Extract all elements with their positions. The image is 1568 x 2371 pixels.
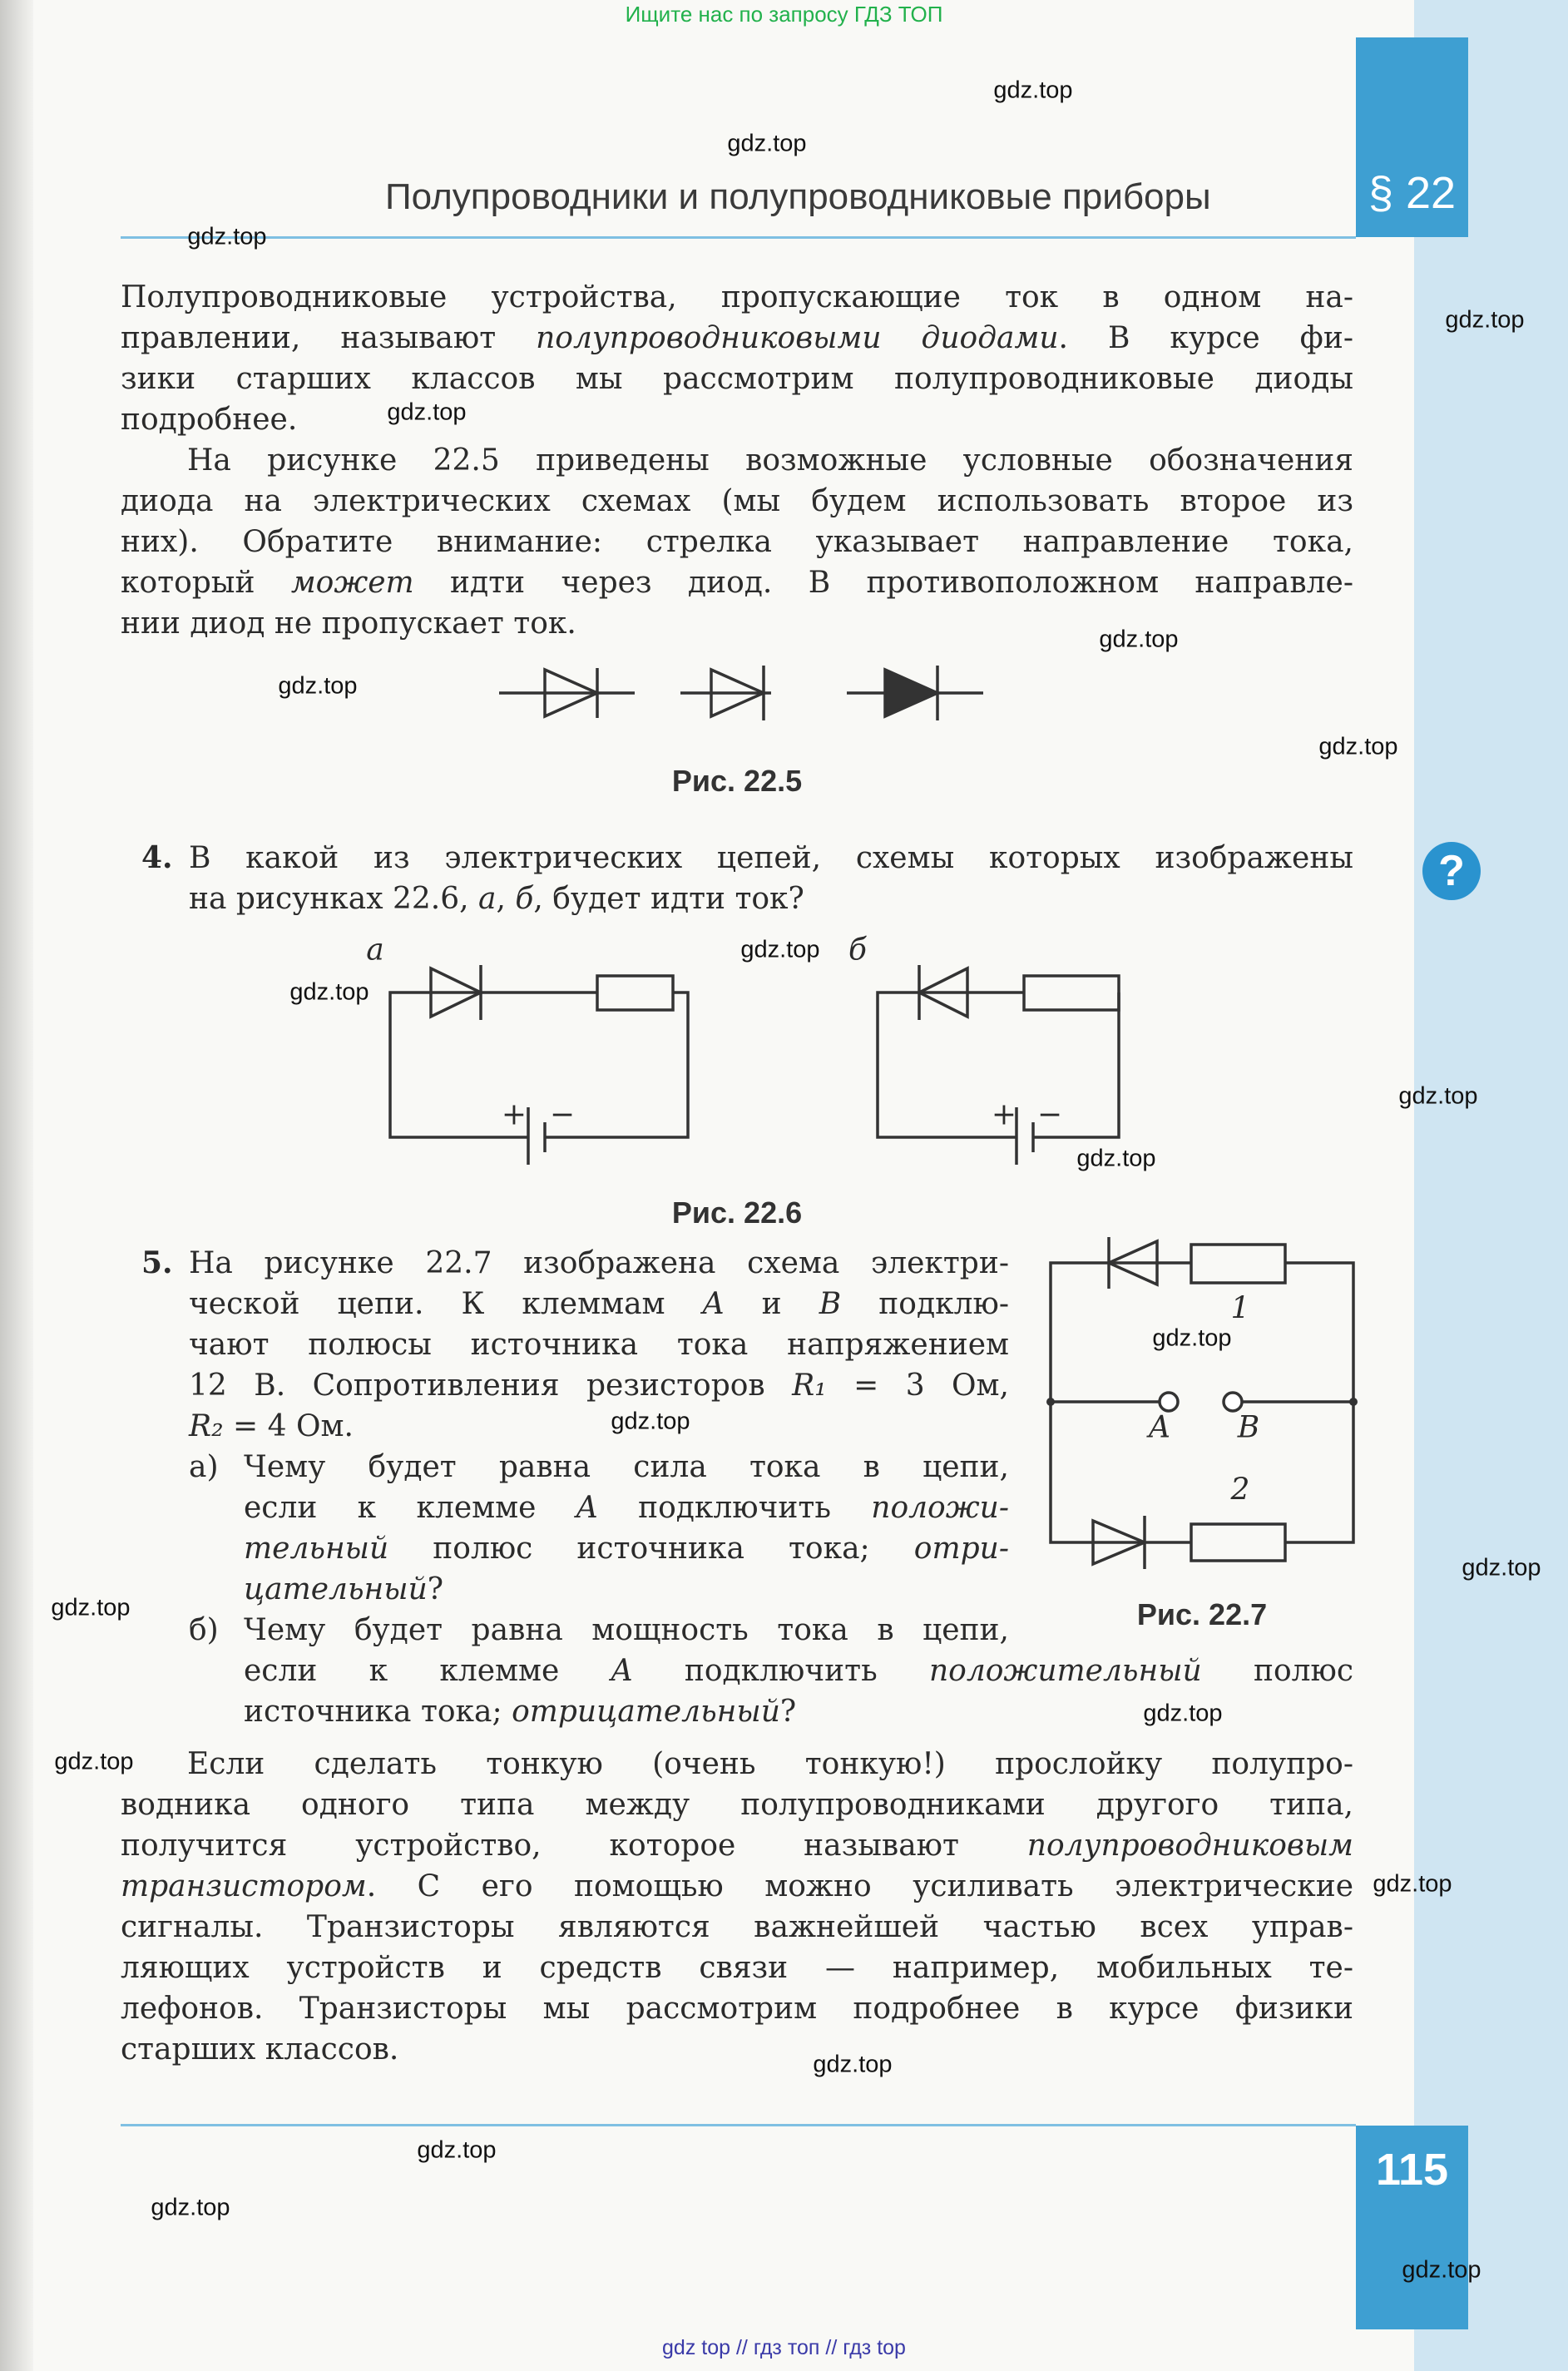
text-segment: полюс — [1201, 1654, 1353, 1688]
italic-term: б — [515, 882, 534, 916]
text-line — [121, 1825, 1353, 1866]
text-segment: = 3 Ом, — [826, 1369, 1010, 1403]
text-segment: если к клемме — [244, 1654, 611, 1688]
watermark: gdz.top — [187, 223, 267, 250]
watermark: gdz.top — [151, 2194, 230, 2221]
text-segment: сигналы. Транзисторы являются важнейшей частью всех управ- — [121, 1910, 1353, 1944]
italic-term: отри- — [913, 1532, 1009, 1566]
italic-term: A — [611, 1654, 633, 1688]
text-line — [121, 562, 1353, 603]
text-line — [121, 522, 1353, 562]
text-line — [121, 1988, 1353, 2029]
text-segment: диода на электрических схемах (мы будем использовать второе из — [121, 484, 1353, 518]
transistor-paragraph — [121, 1744, 1353, 2070]
text-line — [121, 440, 1353, 481]
page-header-title: Полупроводники и полупроводниковые приборы — [385, 176, 1211, 217]
text-line — [244, 1569, 1009, 1610]
battery-minus-b: − — [1036, 1097, 1063, 1132]
italic-term: а — [478, 882, 497, 916]
battery-minus-a: − — [549, 1097, 576, 1132]
terminal-a-label: A — [1149, 1410, 1170, 1445]
fig-22-7-circuit — [1046, 1237, 1358, 1569]
intro-text — [121, 277, 1353, 644]
text-segment: 12 В. Сопротивления резисторов — [189, 1369, 793, 1403]
question-5-number: 5. — [141, 1245, 173, 1280]
text-segment: получится устройство, которое называют — [121, 1829, 1027, 1863]
text-segment: ? — [779, 1695, 797, 1729]
fig-22-6-label-a: а — [366, 933, 384, 968]
watermark: gdz.top — [387, 398, 467, 426]
fig-22-5-diode-1 — [499, 668, 635, 718]
text-segment: ческой цепи. К клеммам — [189, 1287, 703, 1321]
fig-22-5-diode-2 — [680, 666, 771, 720]
text-segment: подключить — [597, 1491, 872, 1525]
text-line — [244, 1487, 1009, 1528]
watermark: gdz.top — [813, 2051, 893, 2078]
text-line — [244, 1651, 1353, 1691]
terminal-b-label: B — [1237, 1410, 1260, 1445]
fig-22-6b-circuit — [878, 965, 1119, 1165]
text-line — [121, 1744, 1353, 1784]
text-line — [244, 1610, 1009, 1651]
text-segment: На рисунке 22.7 изображена схема электри- — [189, 1246, 1009, 1280]
text-segment: зики старших классов мы рассмотрим полупроводниковые диоды — [121, 362, 1353, 396]
text-line — [189, 1243, 1009, 1284]
watermark: gdz.top — [1076, 1145, 1156, 1172]
text-segment: , — [496, 882, 516, 916]
italic-term: цательный — [244, 1572, 428, 1606]
text-line — [189, 879, 1353, 919]
watermark: gdz.top — [993, 77, 1073, 104]
text-segment: нии диод не пропускает ток. — [121, 606, 576, 641]
margin-stripe — [1414, 0, 1568, 2371]
text-segment: = 4 Ом. — [223, 1409, 354, 1443]
italic-term: полупроводниковыми диодами — [536, 321, 1059, 355]
page-number-tab — [1356, 2126, 1468, 2329]
watermark: gdz.top — [51, 1594, 131, 1621]
text-segment: подключить — [632, 1654, 929, 1688]
header-divider — [121, 236, 1356, 239]
text-segment: идти через диод. В противоположном направле- — [413, 566, 1353, 600]
question-4-text — [189, 838, 1353, 919]
watermark: gdz.top — [740, 936, 820, 963]
text-segment: подробнее. — [121, 403, 298, 437]
text-segment: Чему будет равна мощность тока в цепи, — [244, 1613, 1009, 1647]
top-banner[interactable]: Ищите нас по запросу ГДЗ ТОП — [625, 2, 943, 27]
text-segment: и — [724, 1287, 819, 1321]
text-segment: . В курсе фи- — [1058, 321, 1353, 355]
battery-plus-b: + — [991, 1097, 1017, 1132]
question-5a-label: а) — [189, 1450, 219, 1484]
watermark: gdz.top — [289, 978, 369, 1006]
text-segment: если к клемме — [244, 1491, 576, 1525]
text-segment: правлении, называют — [121, 321, 537, 355]
fig-22-7-label-2: 2 — [1230, 1473, 1250, 1507]
fig-22-7-caption: Рис. 22.7 — [1136, 1597, 1268, 1631]
question-5b-label: б) — [189, 1613, 219, 1647]
italic-term: положительный — [928, 1654, 1202, 1688]
text-segment: них). Обратите внимание: стрелка указывает направление тока, — [121, 525, 1353, 559]
text-line — [121, 399, 1353, 440]
watermark: gdz.top — [1152, 1324, 1232, 1352]
text-line — [121, 1866, 1353, 1907]
text-segment: который — [121, 566, 291, 600]
watermark: gdz.top — [1398, 1082, 1478, 1110]
text-segment: Если сделать тонкую (очень тонкую!) прослойку полупро- — [187, 1747, 1353, 1781]
page-left-shadow — [0, 0, 33, 2371]
text-line — [121, 2029, 1353, 2070]
italic-term: R₁ — [792, 1369, 827, 1403]
question-4-number: 4. — [141, 840, 173, 875]
fig-22-6-caption: Рис. 22.6 — [671, 1195, 803, 1230]
text-line — [121, 481, 1353, 522]
fig-22-6a-circuit — [390, 965, 688, 1165]
section-tab — [1356, 37, 1468, 237]
fig-22-5-diode-3 — [847, 666, 983, 720]
italic-term: A — [702, 1287, 725, 1321]
italic-term: B — [819, 1287, 842, 1321]
text-segment: чают полюсы источника тока напряжением — [189, 1328, 1009, 1362]
text-segment: ляющих устройств и средств связи — например, мобильных те- — [121, 1951, 1353, 1985]
text-segment: Полупроводниковые устройства, пропускающие ток в одном на- — [121, 280, 1353, 314]
text-line — [189, 1284, 1009, 1324]
text-line — [189, 838, 1353, 879]
watermark: gdz.top — [417, 2136, 497, 2164]
battery-plus-a: + — [501, 1097, 527, 1132]
watermark: gdz.top — [727, 130, 807, 157]
watermark: gdz.top — [1099, 626, 1179, 653]
italic-term: отрицательный — [512, 1695, 780, 1729]
text-line — [121, 1907, 1353, 1948]
question-5-text — [189, 1243, 1009, 1447]
italic-term: может — [290, 566, 414, 600]
watermark: gdz.top — [278, 672, 358, 700]
watermark: gdz.top — [1445, 306, 1525, 334]
text-line — [121, 359, 1353, 399]
question-5a-text — [244, 1447, 1009, 1610]
watermark: gdz.top — [1143, 1700, 1223, 1727]
text-segment: Чему будет равна сила тока в цепи, — [244, 1450, 1009, 1484]
watermark: gdz.top — [1318, 733, 1398, 760]
text-line — [121, 1948, 1353, 1988]
text-segment: лефонов. Транзисторы мы рассмотрим подробнее в курсе физики — [121, 1992, 1353, 2026]
text-segment: подклю- — [841, 1287, 1009, 1321]
text-line — [189, 1406, 1009, 1447]
bottom-banner[interactable]: gdz top // гдз топ // гдз top — [662, 2336, 906, 2359]
italic-term: положи- — [871, 1491, 1009, 1525]
italic-term: A — [576, 1491, 598, 1525]
fig-22-7-label-1: 1 — [1230, 1291, 1250, 1326]
italic-term: тельный — [244, 1532, 389, 1566]
text-line — [244, 1528, 1009, 1569]
watermark: gdz.top — [1373, 1870, 1452, 1898]
text-line — [121, 318, 1353, 359]
italic-term: транзистором — [121, 1869, 367, 1903]
text-line — [121, 277, 1353, 318]
text-segment: . С его помощью можно усиливать электрические — [366, 1869, 1353, 1903]
fig-22-5-caption: Рис. 22.5 — [671, 764, 803, 798]
text-segment: ? — [427, 1572, 444, 1606]
text-line — [189, 1324, 1009, 1365]
italic-term: полупроводниковым — [1026, 1829, 1353, 1863]
text-segment: на рисунках 22.6, — [189, 882, 479, 916]
footer-divider — [121, 2124, 1356, 2126]
page-number: 115 — [1375, 2145, 1449, 2195]
text-segment: полюс источника тока; — [388, 1532, 914, 1566]
text-line — [244, 1447, 1009, 1487]
question-5b-text — [244, 1610, 1009, 1651]
watermark: gdz.top — [1462, 1554, 1541, 1581]
text-segment: На рисунке 22.5 приведены возможные условные обозначения — [187, 443, 1353, 478]
text-line — [189, 1365, 1009, 1406]
text-segment: В какой из электрических цепей, схемы которых изображены — [189, 841, 1353, 875]
question-mark-icon[interactable]: ? — [1422, 842, 1481, 900]
text-segment: источника тока; — [244, 1695, 512, 1729]
watermark: gdz.top — [611, 1408, 690, 1435]
text-line — [121, 1784, 1353, 1825]
italic-term: R₂ — [189, 1409, 224, 1443]
watermark: gdz.top — [1402, 2256, 1481, 2284]
section-number: § 22 — [1368, 168, 1457, 218]
text-segment: старших классов. — [121, 2032, 399, 2067]
watermark: gdz.top — [54, 1748, 134, 1775]
text-segment: , будет идти ток? — [533, 882, 804, 916]
fig-22-6-label-b: б — [848, 933, 867, 968]
text-segment: водника одного типа между полупроводниками другого типа, — [121, 1788, 1353, 1822]
